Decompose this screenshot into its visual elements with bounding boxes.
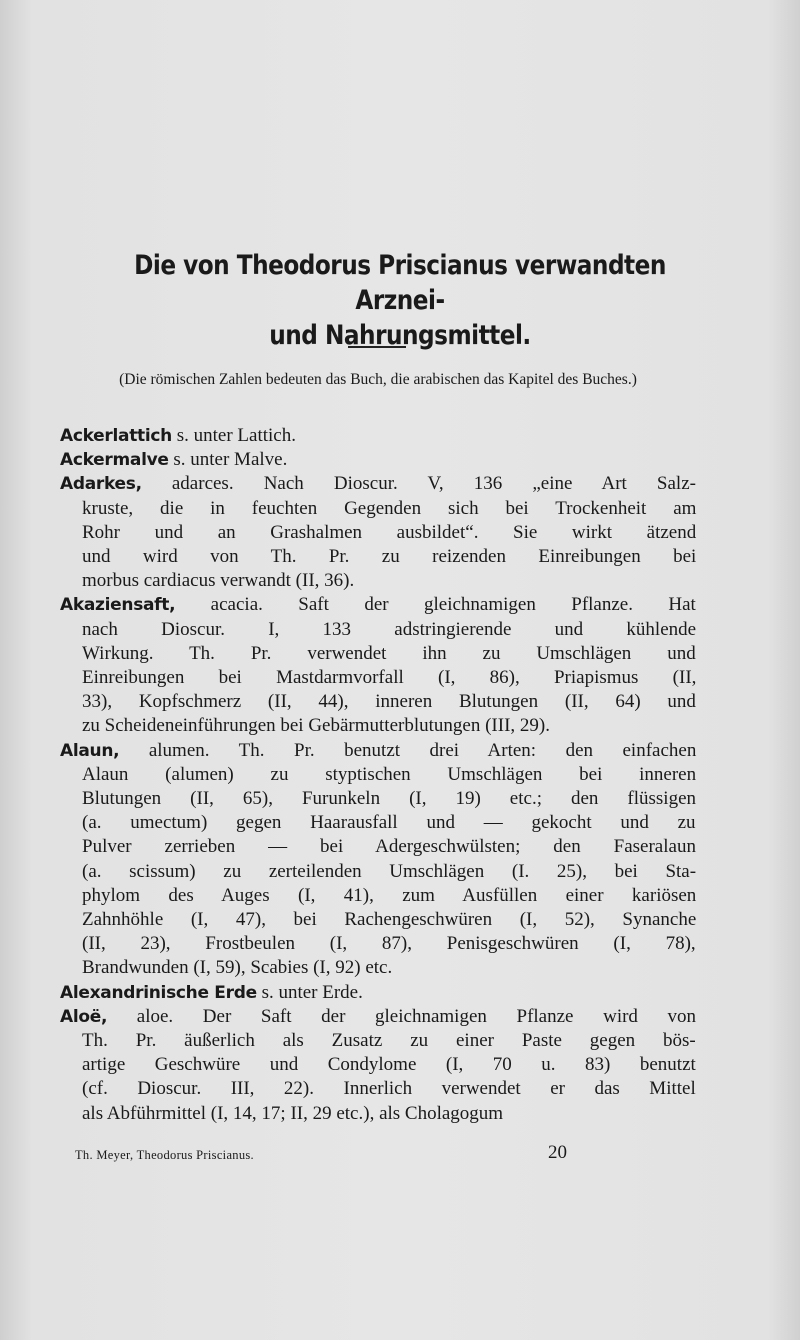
glossary-entry — [60, 472, 696, 593]
entry-line: Pulver zerrieben — bei Adergeschwülsten; den Faseralaun — [82, 836, 696, 858]
entry-line: Ackermalve s. unter Malve. — [60, 449, 288, 471]
entry-line: Einreibungen bei Mastdarmvorfall (I, 86), Priapismus (II, — [82, 667, 697, 689]
title-separator-rule — [348, 346, 406, 348]
entry-line: 33), Kopfschmerz (II, 44), inneren Blutungen (II, 64) und — [82, 691, 696, 713]
entry-line: kruste, die in feuchten Gegenden sich bei Trockenheit am — [82, 497, 697, 519]
entry-line: phylom des Auges (I, 41), zum Ausfüllen einer kariösen — [82, 884, 697, 906]
entry-line: Akaziensaft, acacia. Saft der gleichnamigen Pflanze. Hat — [60, 594, 696, 616]
entry-line: artige Geschwüre und Condylome (I, 70 u. 83) benutzt — [82, 1054, 696, 1076]
glossary-entries — [60, 424, 696, 1126]
entry-line: Blutungen (II, 65), Furunkeln (I, 19) etc.; den flüssigen — [82, 788, 697, 810]
glossary-entry — [60, 981, 696, 1005]
entry-line: und wird von Th. Pr. zu reizenden Einreibungen bei — [82, 546, 697, 568]
footer-signature: Th. Meyer, Theodorus Priscianus. — [75, 1148, 254, 1162]
title-line-2: und Nahrungsmittel. — [269, 320, 531, 351]
entry-line: (cf. Dioscur. III, 22). Innerlich verwendet er das Mittel — [82, 1078, 696, 1100]
entry-line: Alaun, alumen. Th. Pr. benutzt drei Arten: den einfachen — [60, 739, 697, 761]
entry-line: Ackerlattich s. unter Lattich. — [60, 425, 296, 446]
entry-line: Wirkung. Th. Pr. verwendet ihn zu Umschlägen und — [82, 642, 696, 664]
editorial-note: (Die römischen Zahlen bedeuten das Buch, die arabischen das Kapitel des Buches.) — [119, 371, 637, 388]
entry-line: (II, 23), Frostbeulen (I, 87), Penisgeschwüren (I, 78), — [82, 933, 696, 955]
page-number: 20 — [548, 1142, 567, 1163]
entry-line: Adarkes, adarces. Nach Dioscur. V, 136 „eine Art Salz- — [60, 473, 696, 495]
glossary-entry — [60, 739, 696, 981]
page-title — [108, 248, 693, 353]
entry-line: zu Scheideneinführungen bei Gebärmutterblutungen (III, 29). — [82, 715, 550, 737]
entry-line: Alexandrinische Erde s. unter Erde. — [60, 981, 363, 1003]
entry-line: Th. Pr. äußerlich als Zusatz zu einer Paste gegen bös- — [82, 1030, 696, 1052]
entry-line: Alaun (alumen) zu styptischen Umschlägen bei inneren — [82, 763, 697, 785]
entry-line: als Abführmittel (I, 14, 17; II, 29 etc.), als Cholagogum — [82, 1102, 504, 1124]
entry-line: morbus cardiacus verwandt (II, 36). — [82, 570, 355, 592]
title-line-1: Die von Theodorus Priscianus verwandten Arznei- — [134, 250, 666, 316]
entry-line: Brandwunden (I, 59), Scabies (I, 92) etc. — [82, 957, 393, 979]
glossary-entry — [60, 448, 696, 472]
glossary-entry — [60, 1005, 696, 1126]
entry-line: Rohr und an Grashalmen ausbildet“. Sie wirkt ätzend — [82, 521, 697, 543]
glossary-entry — [60, 424, 696, 448]
entry-line: Aloë, aloe. Der Saft der gleichnamigen Pflanze wird von — [60, 1005, 697, 1027]
glossary-entry — [60, 593, 696, 738]
entry-line: Zahnhöhle (I, 47), bei Rachengeschwüren (I, 52), Synanche — [82, 909, 697, 931]
entry-line: (a. umectum) gegen Haarausfall und — gekocht und zu — [82, 812, 696, 834]
entry-line: (a. scissum) zu zerteilenden Umschlägen (I. 25), bei Sta- — [82, 860, 697, 882]
entry-line: nach Dioscur. I, 133 adstringierende und kühlende — [82, 618, 697, 640]
